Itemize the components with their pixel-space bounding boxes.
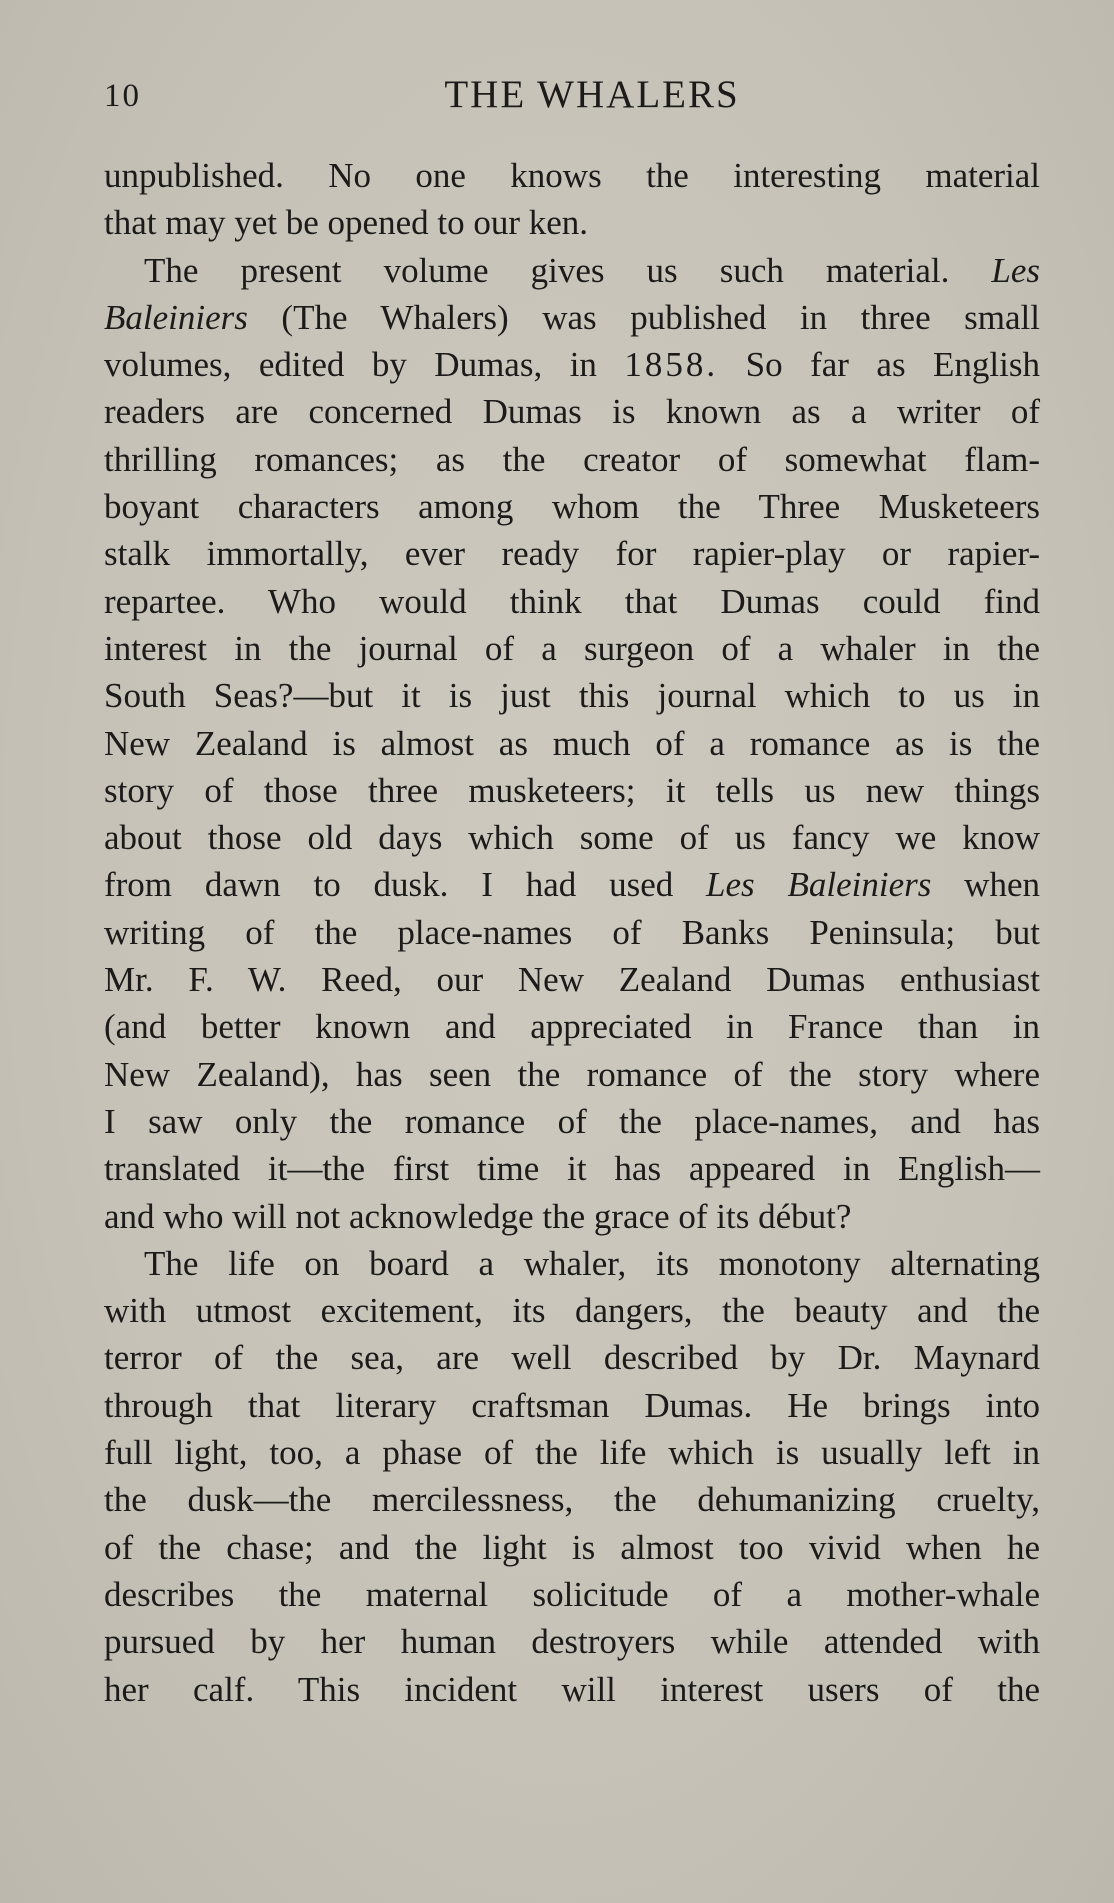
paragraph-first-line (104, 1240, 1040, 1287)
text-segment: story of those three musketeers; it tells us new things (104, 770, 1040, 810)
text-segment: writing of the place-names of Banks Peninsula; but (104, 912, 1040, 952)
text-segment: New Zealand), has seen the romance of the story where (104, 1054, 1040, 1094)
text-segment: of the chase; and the light is almost too vivid when he (104, 1527, 1040, 1567)
text-line (104, 1003, 1040, 1050)
text-segment: 1858. (624, 345, 719, 385)
text-line (104, 436, 1040, 483)
text-line (104, 483, 1040, 530)
text-segment: unpublished. No one knows the interesting material (104, 156, 1040, 195)
text-line (104, 767, 1040, 814)
page-number: 10 (104, 78, 141, 114)
text-segment: (and better known and appreciated in France than in (104, 1007, 1040, 1047)
text-segment: describes the maternal solicitude of a mother-whale (104, 1574, 1040, 1614)
text-segment: and who will not acknowledge the grace of its début? (104, 1196, 852, 1236)
text-segment: readers are concerned Dumas is known as a writer of (104, 392, 1040, 432)
text-segment: The present volume gives us such material. (144, 250, 992, 290)
text-line (104, 294, 1040, 341)
text-line (104, 578, 1040, 625)
text-line (104, 1098, 1040, 1145)
text-segment: I saw only the romance of the place-names, and has (104, 1101, 1040, 1141)
text-segment: her calf. This incident will interest users of the (104, 1669, 1040, 1709)
body-text (104, 152, 1040, 1713)
text-line (104, 814, 1040, 861)
text-segment: stalk immortally, ever ready for rapier-play or rapier- (104, 534, 1040, 574)
italic-title: Baleiniers (104, 297, 248, 337)
text-segment: translated it—the first time it has appeared in English— (104, 1149, 1040, 1189)
text-segment: that may yet be opened to our ken. (104, 203, 589, 243)
text-segment: pursued by her human destroyers while attended with (104, 1622, 1040, 1662)
text-segment: New Zealand is almost as much of a romance as is the (104, 723, 1040, 763)
text-line (104, 861, 1040, 908)
text-segment: Mr. F. W. Reed, our New Zealand Dumas enthusiast (104, 960, 1040, 1000)
text-segment: from dawn to dusk. I had used (104, 865, 707, 905)
text-line (104, 1476, 1040, 1523)
text-line (104, 720, 1040, 767)
text-line (104, 909, 1040, 956)
page-header (104, 72, 1040, 132)
text-segment: thrilling romances; as the creator of somewhat flam- (104, 439, 1040, 479)
text-line (104, 152, 1040, 199)
text-segment: So far as English (718, 345, 1040, 385)
text-segment: full light, too, a phase of the life which is usually left in (104, 1433, 1040, 1473)
text-segment: the dusk—the mercilessness, the dehumanizing cruelty, (104, 1480, 1040, 1520)
text-line (104, 388, 1040, 435)
paragraph-first-line (104, 247, 1040, 294)
text-line (104, 341, 1040, 388)
text-segment: with utmost excitement, its dangers, the beauty and the (104, 1291, 1040, 1331)
text-line (104, 1382, 1040, 1429)
text-line (104, 672, 1040, 719)
text-segment: terror of the sea, are well described by Dr. Maynard (104, 1338, 1040, 1378)
text-line (104, 1618, 1040, 1665)
text-line (104, 625, 1040, 672)
text-segment: about those old days which some of us fancy we know (104, 818, 1040, 858)
text-line (104, 1193, 1040, 1240)
text-segment: boyant characters among whom the Three Musketeers (104, 487, 1040, 527)
text-line (104, 1524, 1040, 1571)
text-line (104, 956, 1040, 1003)
text-line (104, 1287, 1040, 1334)
text-segment: The life on board a whaler, its monotony alternating (144, 1243, 1040, 1283)
text-segment: volumes, edited by Dumas, in (104, 345, 625, 385)
text-segment: interest in the journal of a surgeon of a whaler in the (104, 628, 1040, 668)
text-line (104, 530, 1040, 577)
text-segment: repartee. Who would think that Dumas could find (104, 581, 1040, 621)
text-segment: when (931, 865, 1040, 905)
text-segment: South Seas?—but it is just this journal which to us in (104, 676, 1040, 716)
text-segment: through that literary craftsman Dumas. He brings into (104, 1385, 1040, 1425)
italic-title: Les Baleiniers (706, 865, 932, 905)
text-line (104, 1571, 1040, 1618)
italic-title: Les (991, 250, 1040, 290)
running-head: THE WHALERS (444, 73, 740, 116)
text-line (104, 1145, 1040, 1192)
text-line (104, 1429, 1040, 1476)
text-line (104, 1334, 1040, 1381)
text-segment: (The Whalers) was published in three small (247, 297, 1040, 337)
text-line (104, 1051, 1040, 1098)
text-line (104, 199, 1040, 246)
text-line (104, 1666, 1040, 1713)
